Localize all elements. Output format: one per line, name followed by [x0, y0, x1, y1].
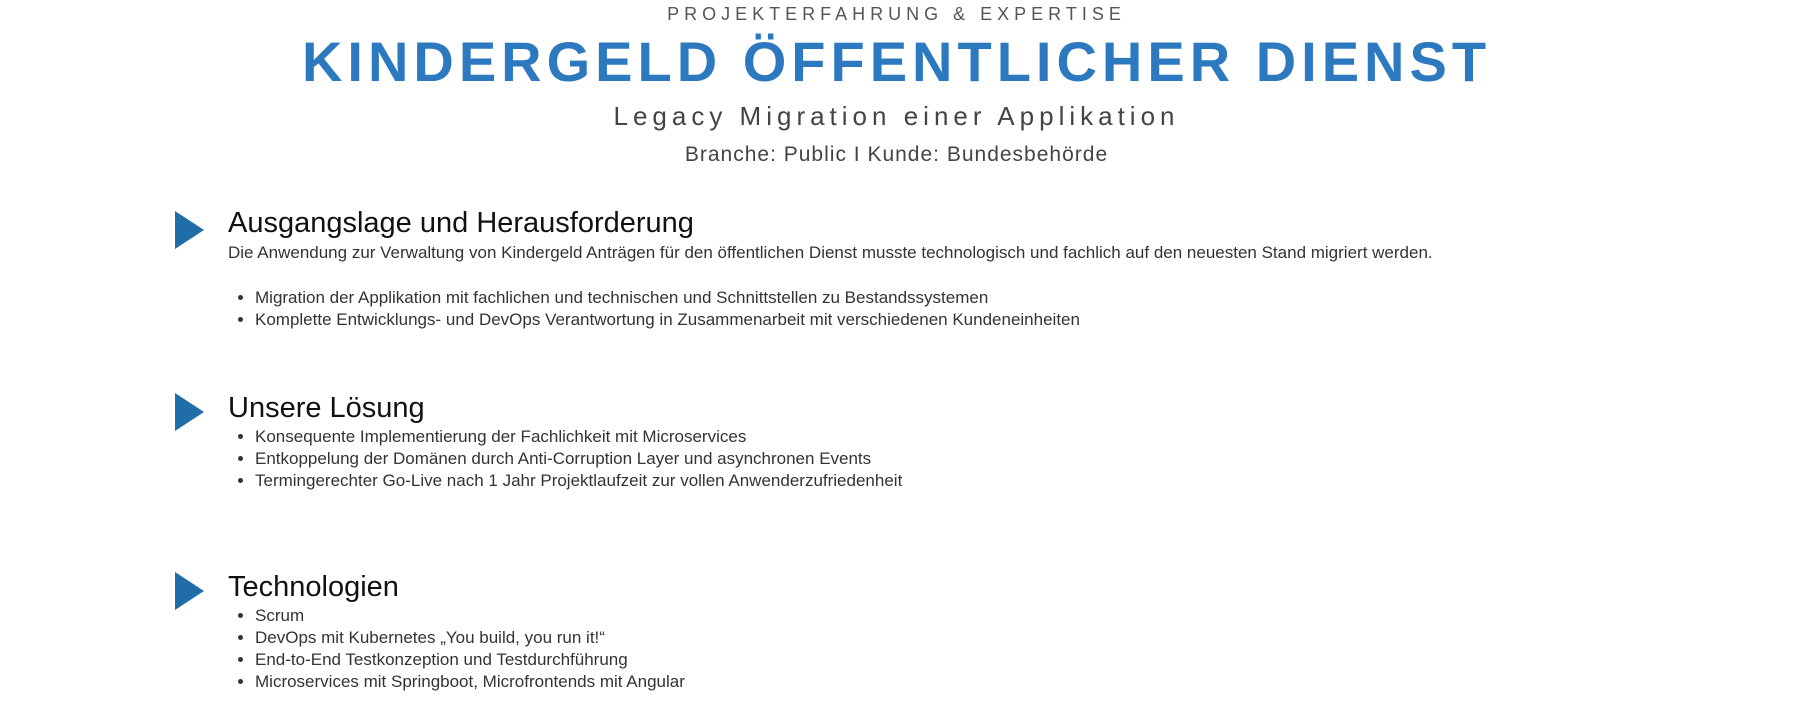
subtitle: Legacy Migration einer Applikation — [613, 101, 1180, 131]
list-item: • Termingerechter Go-Live nach 1 Jahr Projektlaufzeit zur vollen Anwenderzufriedenheit — [255, 470, 902, 492]
industry-client-info: Branche: Public I Kunde: Bundesbehörde — [684, 143, 1109, 166]
triangle-arrow-right-icon — [175, 572, 204, 610]
triangle-arrow-right-icon — [175, 393, 204, 431]
section-title: Ausgangslage und Herausforderung — [228, 207, 694, 239]
list-item: • Komplette Entwicklungs- und DevOps Verantwortung in Zusammenarbeit mit verschiedenen Kundeneinheiten — [255, 309, 1080, 331]
section-description: Die Anwendung zur Verwaltung von Kindergeld Anträgen für den öffentlichen Dienst musste technologisch und fachlich auf den neuesten Stand migriert werden. — [228, 243, 1433, 262]
list-item: • End-to-End Testkonzeption und Testdurchführung — [255, 649, 685, 671]
list-item: • Scrum — [255, 605, 685, 627]
bullet-list — [228, 426, 902, 492]
page-title: KINDERGELD ÖFFENTLICHER DIENST — [301, 30, 1492, 93]
section-title: Technologien — [228, 571, 399, 603]
section-ausgangslage — [175, 207, 1625, 337]
kicker: PROJEKTERFAHRUNG & EXPERTISE — [667, 4, 1126, 24]
list-item: • Entkoppelung der Domänen durch Anti-Corruption Layer und asynchronen Events — [255, 448, 902, 470]
section-title: Unsere Lösung — [228, 392, 425, 424]
list-item: • Konsequente Implementierung der Fachlichkeit mit Microservices — [255, 426, 902, 448]
section-loesung — [175, 392, 1625, 502]
triangle-arrow-right-icon — [175, 211, 204, 249]
section-technologien — [175, 571, 1625, 706]
list-item: • Migration der Applikation mit fachlichen und technischen und Schnittstellen zu Bestandssystemen — [255, 287, 1080, 309]
bullet-list — [228, 605, 685, 693]
list-item: • Microservices mit Springboot, Microfrontends mit Angular — [255, 671, 685, 693]
bullet-list — [228, 287, 1080, 331]
list-item: • DevOps mit Kubernetes „You build, you run it!“ — [255, 627, 685, 649]
